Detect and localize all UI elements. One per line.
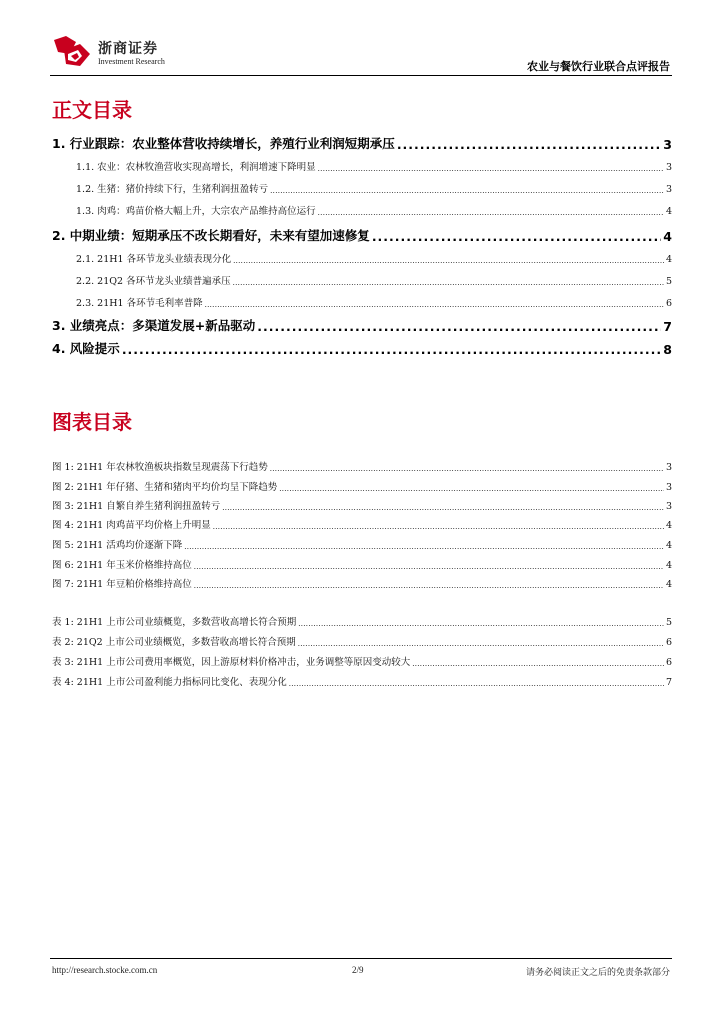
figure-item-page: 3 — [665, 462, 672, 473]
table-item[interactable] — [52, 634, 672, 648]
toc-leader — [194, 582, 664, 590]
table-item-page: 6 — [665, 657, 672, 668]
toc-item[interactable] — [76, 251, 672, 265]
figure-item[interactable] — [52, 459, 672, 473]
footer-url[interactable]: http://research.stocke.com.cn — [52, 965, 158, 975]
toc-item-label: 3. 业绩亮点：多渠道发展+新品驱动 — [52, 318, 256, 333]
table-item-label: 表 4: 21H1 上市公司盈利能力指标同比变化、表现分化 — [52, 677, 287, 688]
table-item[interactable] — [52, 674, 672, 688]
figure-item-page: 4 — [665, 579, 672, 590]
figure-item[interactable] — [52, 576, 672, 590]
toc-leader — [122, 342, 661, 357]
toc-item-page: 5 — [665, 276, 672, 287]
toc-leader — [222, 504, 664, 512]
toc-leader — [412, 660, 664, 668]
toc-item[interactable] — [76, 273, 672, 287]
toc-leader — [270, 187, 664, 195]
toc-item-label: 4. 风险提示 — [52, 341, 120, 356]
table-item[interactable] — [52, 614, 672, 628]
toc-leader — [298, 640, 664, 648]
toc-leader — [233, 257, 664, 265]
toc-leader — [372, 229, 661, 244]
figure-item-label: 图 1: 21H1 年农林牧渔板块指数呈现震荡下行趋势 — [52, 462, 268, 473]
table-item-page: 5 — [665, 617, 672, 628]
toc-item-label: 1.2. 生猪：猪价持续下行，生猪利润扭盈转亏 — [76, 184, 269, 195]
footer-disclaimer: 请务必阅读正文之后的免责条款部分 — [525, 968, 670, 978]
figure-item-label: 图 5: 21H1 活鸡均价逐渐下降 — [52, 540, 183, 551]
table-item-label: 表 3: 21H1 上市公司费用率概览，因上游原材料价格冲击，业务调整等原因变动较大 — [52, 657, 411, 668]
toc-item-page: 4 — [663, 229, 672, 244]
toc-leader — [270, 465, 664, 473]
table-item-label: 表 1: 21H1 上市公司业绩概览，多数营收高增长符合预期 — [52, 617, 297, 628]
toc-leader — [257, 319, 661, 334]
figure-item-page: 4 — [665, 560, 672, 571]
figure-item-label: 图 2: 21H1 年仔猪、生猪和猪肉平均价均呈下降趋势 — [52, 482, 278, 493]
table-item[interactable] — [52, 654, 672, 668]
figure-item-page: 3 — [665, 501, 672, 512]
company-logo-icon — [50, 34, 94, 70]
toc-item-page: 3 — [663, 137, 672, 152]
figure-item-label: 图 3: 21H1 自繁自养生猪利润扭盈转亏 — [52, 501, 221, 512]
figure-list-title: 图表目录 — [52, 410, 132, 434]
toc-item[interactable] — [52, 339, 672, 357]
figure-item-label: 图 7: 21H1 年豆粕价格维持高位 — [52, 579, 192, 590]
footer-divider — [50, 958, 672, 959]
toc-item[interactable] — [52, 316, 672, 334]
table-item-page: 6 — [665, 637, 672, 648]
toc-item-label: 1. 行业跟踪：农业整体营收持续增长，养殖行业利润短期承压 — [52, 136, 395, 151]
logo-company-subtitle: Investment Research — [98, 57, 165, 66]
toc-item[interactable] — [52, 134, 672, 152]
figure-item[interactable] — [52, 557, 672, 571]
toc-leader — [318, 209, 664, 217]
toc-leader — [205, 301, 664, 309]
toc-item-page: 7 — [663, 319, 672, 334]
toc-item-page: 4 — [665, 254, 672, 265]
toc-leader — [289, 680, 664, 688]
figure-item[interactable] — [52, 537, 672, 551]
toc-title: 正文目录 — [52, 98, 132, 122]
figure-item[interactable] — [52, 498, 672, 512]
toc-leader — [279, 485, 664, 493]
toc-leader — [318, 165, 664, 173]
toc-item-page: 3 — [665, 184, 672, 195]
figure-item[interactable] — [52, 479, 672, 493]
table-item-label: 表 2: 21Q2 上市公司业绩概览，多数营收高增长符合预期 — [52, 637, 296, 648]
report-type: 农业与餐饮行业联合点评报告 — [527, 60, 670, 73]
toc-item[interactable] — [76, 181, 672, 195]
toc-item-page: 6 — [665, 298, 672, 309]
figure-item-page: 3 — [665, 482, 672, 493]
toc-item-label: 2.1. 21H1 各环节龙头业绩表现分化 — [76, 254, 232, 265]
toc-item[interactable] — [76, 159, 672, 173]
toc-item[interactable] — [76, 203, 672, 217]
table-item-page: 7 — [665, 677, 672, 688]
toc-item[interactable] — [76, 295, 672, 309]
toc-item-page: 4 — [665, 206, 672, 217]
toc-item-label: 1.3. 肉鸡：鸡苗价格大幅上升，大宗农产品维持高位运行 — [76, 206, 316, 217]
toc-item-label: 2.2. 21Q2 各环节龙头业绩普遍承压 — [76, 276, 231, 287]
toc-leader — [233, 279, 664, 287]
toc-item-label: 1.1. 农业：农林牧渔营收实现高增长，利润增速下降明显 — [76, 162, 316, 173]
toc-leader — [213, 523, 664, 531]
toc-item-page: 3 — [665, 162, 672, 173]
figure-item[interactable] — [52, 517, 672, 531]
toc-item[interactable] — [52, 226, 672, 244]
figure-item-label: 图 4: 21H1 肉鸡苗平均价格上升明显 — [52, 520, 211, 531]
toc-leader — [298, 620, 664, 628]
toc-leader — [184, 543, 664, 551]
figure-item-label: 图 6: 21H1 年玉米价格维持高位 — [52, 560, 192, 571]
toc-leader — [397, 137, 661, 152]
logo-company-name: 浙商证券 — [98, 41, 158, 57]
toc-item-label: 2.3. 21H1 各环节毛利率普降 — [76, 298, 203, 309]
header-divider — [50, 75, 672, 76]
figure-item-page: 4 — [665, 540, 672, 551]
toc-item-page: 8 — [663, 342, 672, 357]
toc-item-label: 2. 中期业绩：短期承压不改长期看好，未来有望加速修复 — [52, 228, 370, 243]
toc-leader — [194, 563, 664, 571]
footer-page-number: 2/9 — [352, 965, 364, 975]
figure-item-page: 4 — [665, 520, 672, 531]
